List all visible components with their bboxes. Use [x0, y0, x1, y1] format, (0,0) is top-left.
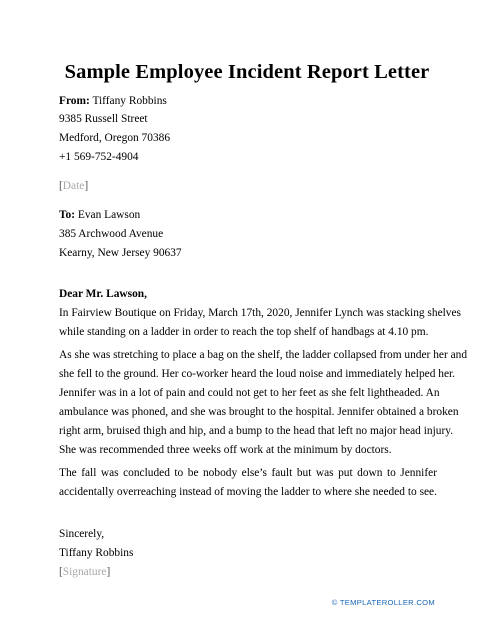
paragraph-line: while standing on a ladder in order to reach the top shelf of handbags at 4.10 pm.: [59, 325, 429, 338]
footer-link[interactable]: © TEMPLATEROLLER.COM: [331, 598, 435, 607]
date-field: [Date]: [59, 180, 89, 192]
document-title: Sample Employee Incident Report Letter: [64, 61, 430, 83]
date-placeholder: Date: [62, 180, 85, 192]
recipient-name: Evan Lawson: [77, 209, 141, 221]
sender-name-line: [59, 94, 167, 108]
sender-city: Medford, Oregon 70386: [59, 132, 171, 144]
paragraph-3: [59, 464, 437, 502]
recipient-street: 385 Archwood Avenue: [59, 228, 164, 240]
paragraph-line: In Fairview Boutique on Friday, March 17th, 2020, Jennifer Lynch was stacking shelves: [59, 307, 461, 319]
paragraph-1: [59, 304, 461, 342]
sender-phone: +1 569-752-4904: [59, 151, 139, 163]
paragraph-line: accidentally overreaching instead of moving the ladder to where she needed to see.: [59, 485, 437, 498]
paragraph-2: [59, 346, 468, 459]
paragraph-line: Jennifer was in a lot of pain and could not get to her feet as she felt lightheaded. An: [59, 386, 440, 399]
sender-name: Tiffany Robbins: [92, 95, 167, 107]
paragraph-line: she fell to the ground. Her co-worker heard the loud noise and immediately helped her.: [59, 367, 456, 380]
paragraph-line: ambulance was phoned, and she was brought to the hospital. Jennifer obtained a broken: [59, 405, 459, 418]
signature-placeholder: Signature: [62, 566, 107, 578]
paragraph-line: right arm, bruised thigh and hip, and a bump to the head that left no major head injury.: [59, 424, 454, 437]
paragraph-line: The fall was concluded to be nobody else’s fault but was put down to Jennifer: [59, 467, 437, 479]
salutation: Dear Mr. Lawson,: [59, 288, 147, 300]
paragraph-line: She was recommended three weeks off work at the minimum by doctors.: [59, 443, 392, 456]
recipient-name-line: [59, 208, 140, 222]
sender-street: 9385 Russell Street: [59, 113, 148, 125]
from-label: From:: [59, 95, 90, 107]
recipient-city: Kearny, New Jersey 90637: [59, 247, 182, 259]
closing: Sincerely,: [59, 528, 105, 540]
paragraph-line: As she was stretching to place a bag on the shelf, the ladder collapsed from under her and: [59, 349, 468, 361]
signer-name: Tiffany Robbins: [59, 547, 134, 559]
to-label: To:: [59, 209, 76, 221]
signature-field: [Signature]: [59, 566, 111, 578]
